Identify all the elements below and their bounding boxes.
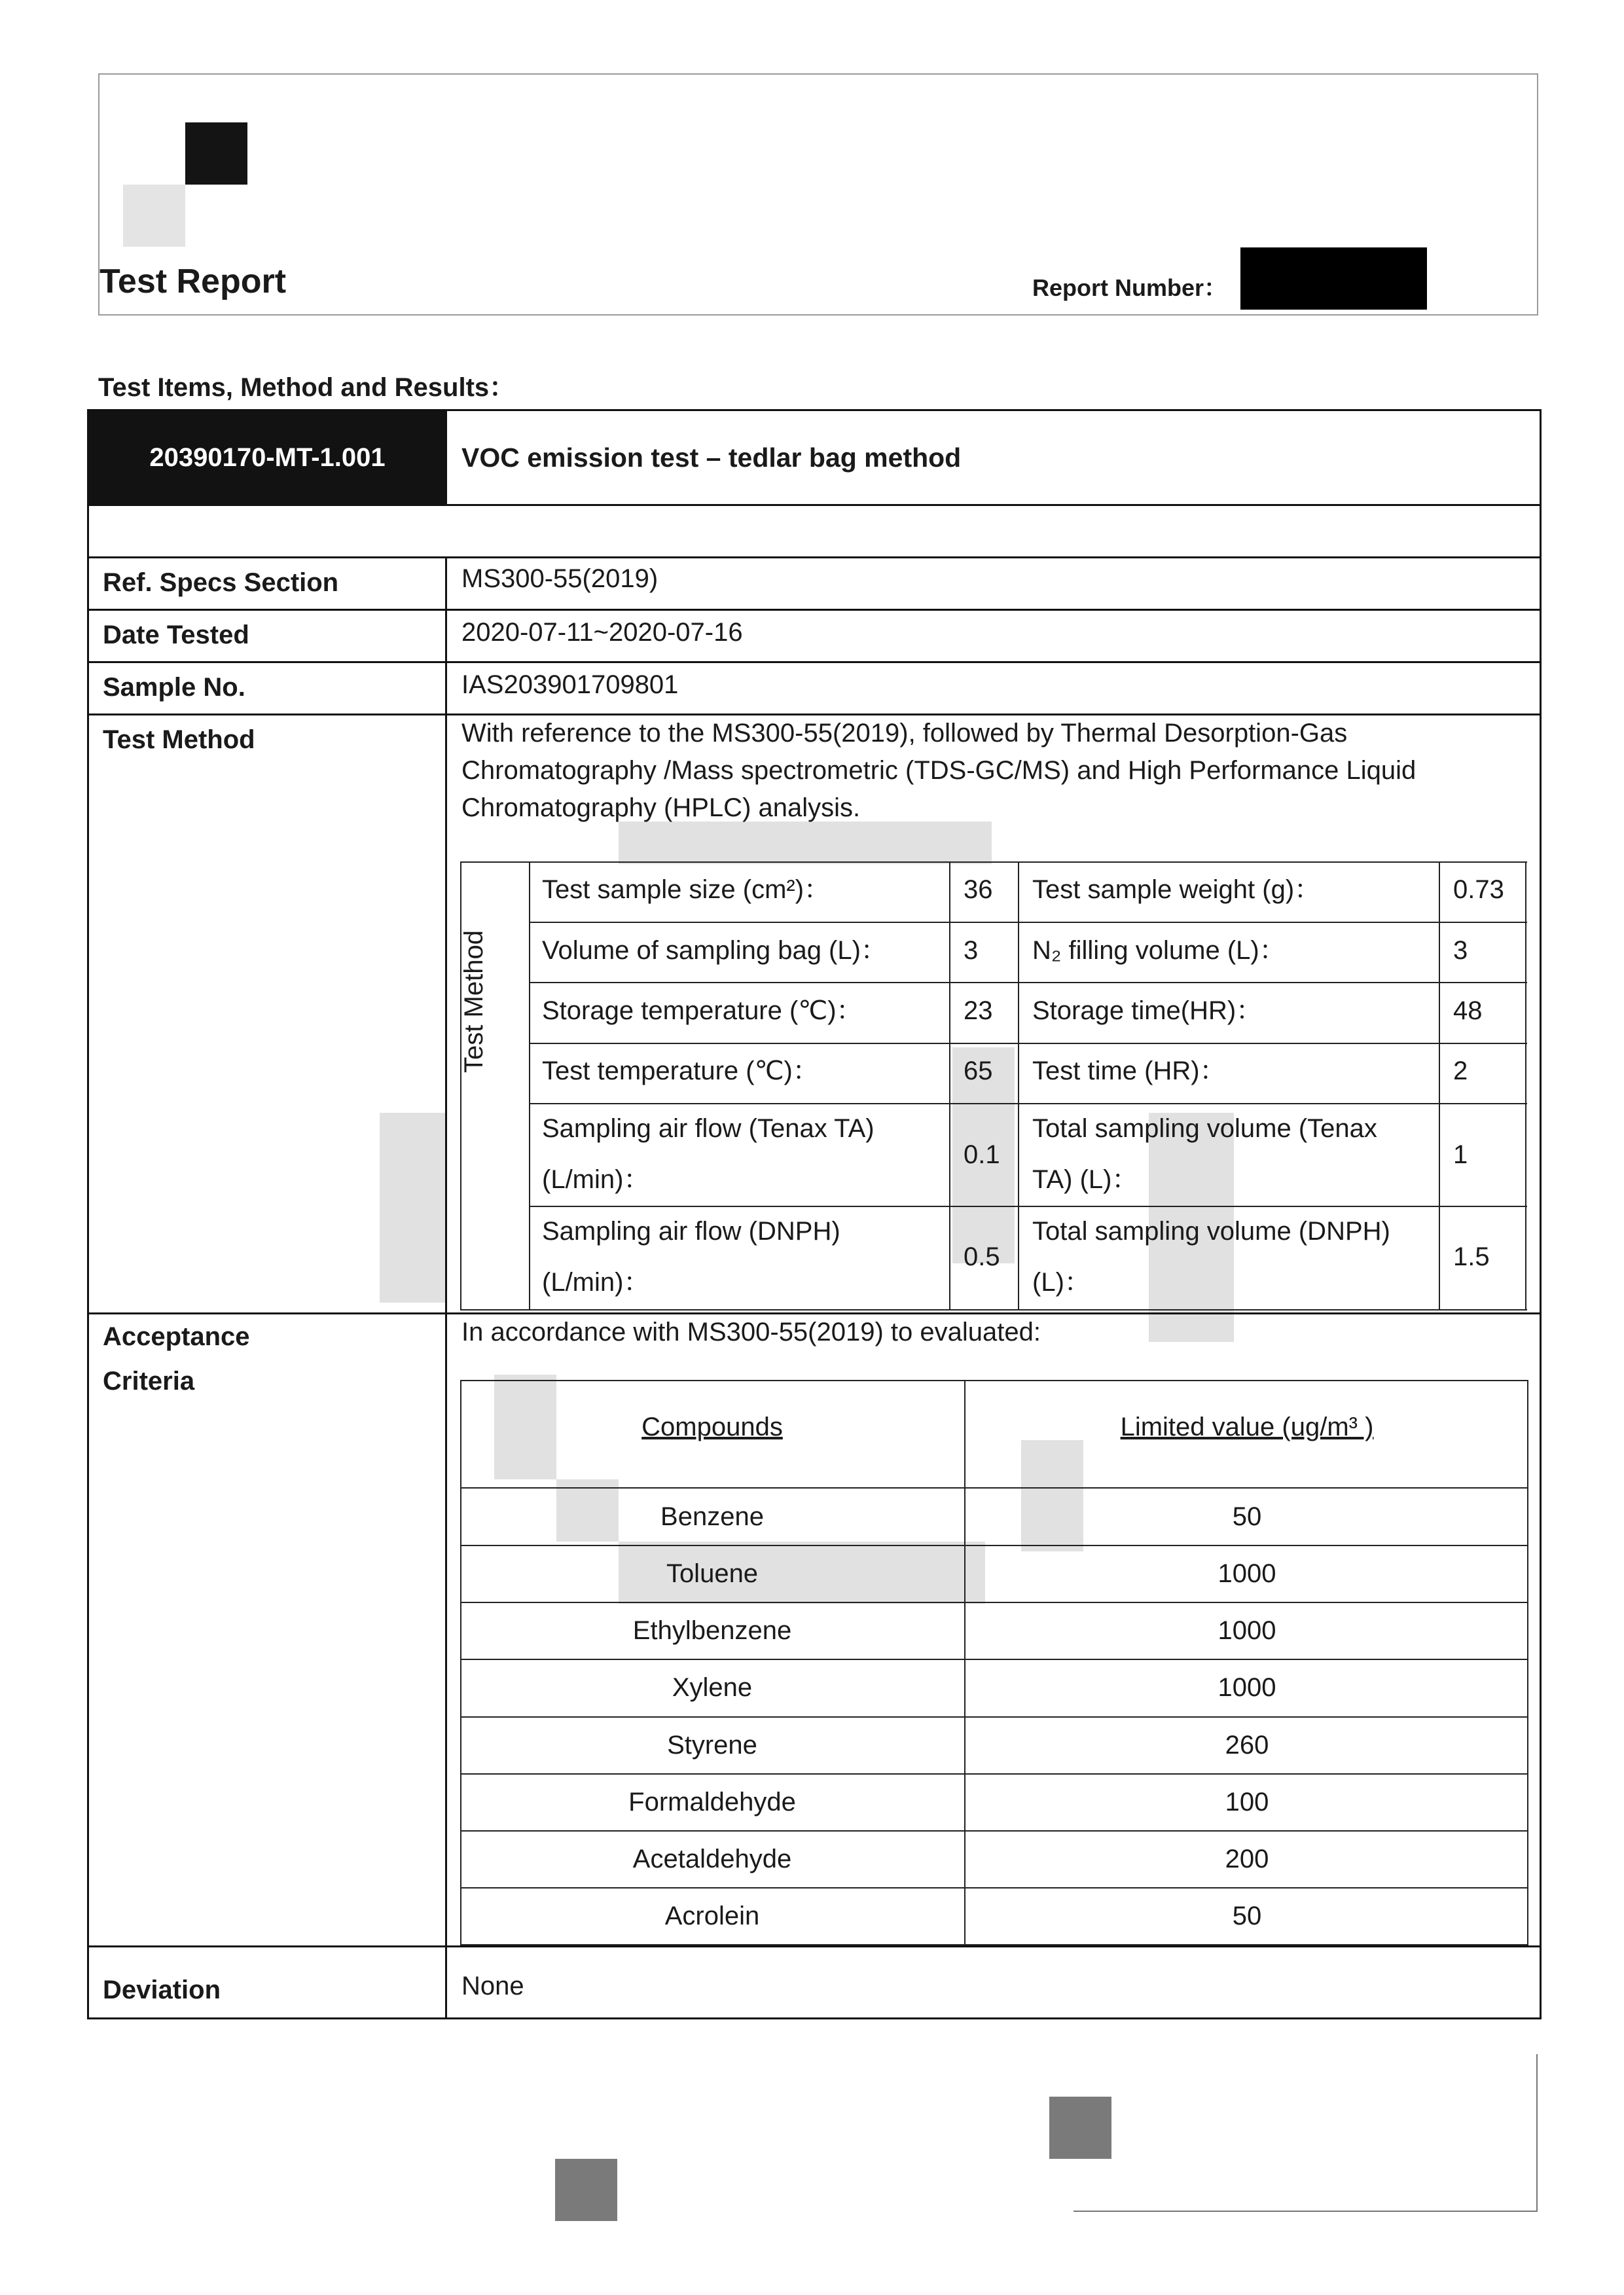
watermark-shape [380,1113,445,1303]
compound-cell: Styrene [667,1731,757,1760]
method-table-rule [529,1043,1527,1044]
table-rule [87,1945,1542,1947]
method-param: N₂ filling volume (L)： [1032,936,1286,965]
method-value: 0.1 [964,1140,1000,1169]
limits-table-rule [460,1944,1528,1945]
acceptance-label-line2: Criteria [103,1367,195,1396]
method-value: 23 [964,996,993,1025]
limits-table-rule [460,1487,1528,1489]
test-name: VOC emission test – tedlar bag method [461,443,962,473]
method-value: 2 [1453,1057,1468,1085]
footer-box [59,2054,1540,2213]
method-param: TA) (L)： [1032,1165,1138,1194]
test-code-cell: 20390170-MT-1.001 [88,411,446,504]
method-value: 3 [1453,936,1468,965]
method-value: 0.73 [1453,875,1504,904]
method-table-divider [949,861,950,1310]
method-side-label: Test Method [460,930,488,1073]
compound-cell: Acrolein [664,1902,760,1930]
method-value: 36 [964,875,993,904]
method-value: 3 [964,936,979,965]
method-value: 48 [1453,996,1483,1025]
method-value: 1.5 [1453,1242,1490,1271]
sample-no-value: IAS203901709801 [461,670,679,699]
test-method-label: Test Method [103,725,255,754]
deviation-value: None [461,1972,524,2000]
limits-table-rule [460,1887,1528,1888]
method-param: Volume of sampling bag (L)： [542,936,887,965]
footer-mark-block [555,2159,617,2221]
method-param: Storage temperature (℃)： [542,996,863,1025]
method-param: Total sampling volume (DNPH) [1032,1217,1390,1246]
method-param: Test time (HR)： [1032,1057,1226,1085]
method-table-divider [529,861,530,1310]
limit-cell: 50 [1232,1502,1262,1531]
limits-table-rule [460,1716,1528,1718]
limits-table-rule [460,1380,1528,1381]
compound-cell: Ethylbenzene [632,1616,792,1645]
method-param: Test sample weight (g)： [1032,875,1321,904]
date-tested-label: Date Tested [103,621,249,649]
acceptance-label-line1: Acceptance [103,1322,250,1351]
method-param: (L)： [1032,1268,1091,1297]
table-border-bottom [87,2017,1542,2019]
limits-table-rule [460,1830,1528,1832]
date-tested-value: 2020-07-11~2020-07-16 [461,618,743,647]
method-param: (L/min)： [542,1268,650,1297]
table-rule [87,556,1542,558]
report-number-label: Report Number： [1032,274,1228,301]
limit-cell: 200 [1225,1845,1269,1873]
compound-cell: Acetaldehyde [632,1845,792,1873]
method-table-divider [1018,861,1019,1310]
acceptance-intro: In accordance with MS300-55(2019) to evaluated: [461,1318,1041,1346]
limit-cell: 1000 [1218,1673,1276,1702]
method-table-border [1525,861,1526,1310]
method-param: Sampling air flow (Tenax TA) [542,1114,875,1143]
limit-cell: 100 [1225,1788,1269,1816]
limits-table-rule [460,1602,1528,1603]
limits-table-rule [460,1659,1528,1660]
table-column-divider [445,556,447,2019]
method-param: Test temperature (℃)： [542,1057,819,1085]
method-table-rule [529,922,1527,923]
limits-table-rule [460,1773,1528,1775]
limit-header: Limited value (ug/m³ ) [1120,1413,1374,1441]
compound-cell: Toluene [666,1559,759,1588]
method-value: 1 [1453,1140,1468,1169]
limit-cell: 1000 [1218,1616,1276,1645]
limits-table-rule [460,1545,1528,1546]
table-rule [87,1312,1542,1314]
table-rule [87,609,1542,611]
table-rule [87,504,1542,506]
method-table-rule [460,861,1527,863]
table-border-right [1540,409,1542,2019]
watermark-shape [619,822,992,864]
method-value: 0.5 [964,1242,1000,1271]
method-table-rule [460,1309,1527,1310]
method-param: Sampling air flow (DNPH) [542,1217,840,1246]
company-logo-dark-block [185,122,247,185]
method-value: 65 [964,1057,993,1085]
method-param: Total sampling volume (Tenax [1032,1114,1377,1143]
method-param: Test sample size (cm²)： [542,875,831,904]
compound-cell: Xylene [672,1673,753,1702]
limit-cell: 50 [1232,1902,1262,1930]
compound-cell: Benzene [660,1502,764,1531]
table-border-left [87,409,89,2019]
sample-no-label: Sample No. [103,673,245,702]
test-method-description: With reference to the MS300-55(2019), followed by Thermal Desorption-Gas Chromatography /Mass spectrometric (TDS-GC/MS) and High Performance Liquid Chromatography (HPLC) analysis. [461,719,1416,822]
report-title: Test Report [99,262,287,300]
ref-specs-label: Ref. Specs Section [103,568,339,597]
company-logo-light-block [123,185,185,247]
compound-cell: Formaldehyde [628,1788,796,1816]
footer-mark-block [1049,2097,1111,2159]
compounds-header: Compounds [641,1413,783,1441]
section-heading: Test Items, Method and Results： [98,373,516,402]
method-param: (L/min)： [542,1165,650,1194]
deviation-label: Deviation [103,1976,221,2004]
method-param: Storage time(HR)： [1032,996,1263,1025]
limit-cell: 1000 [1218,1559,1276,1588]
limit-cell: 260 [1225,1731,1269,1760]
ref-specs-value: MS300-55(2019) [461,564,659,593]
table-rule [87,661,1542,663]
method-table-rule [529,982,1527,983]
report-number-redaction [1240,247,1427,310]
method-table-divider [1439,861,1440,1310]
